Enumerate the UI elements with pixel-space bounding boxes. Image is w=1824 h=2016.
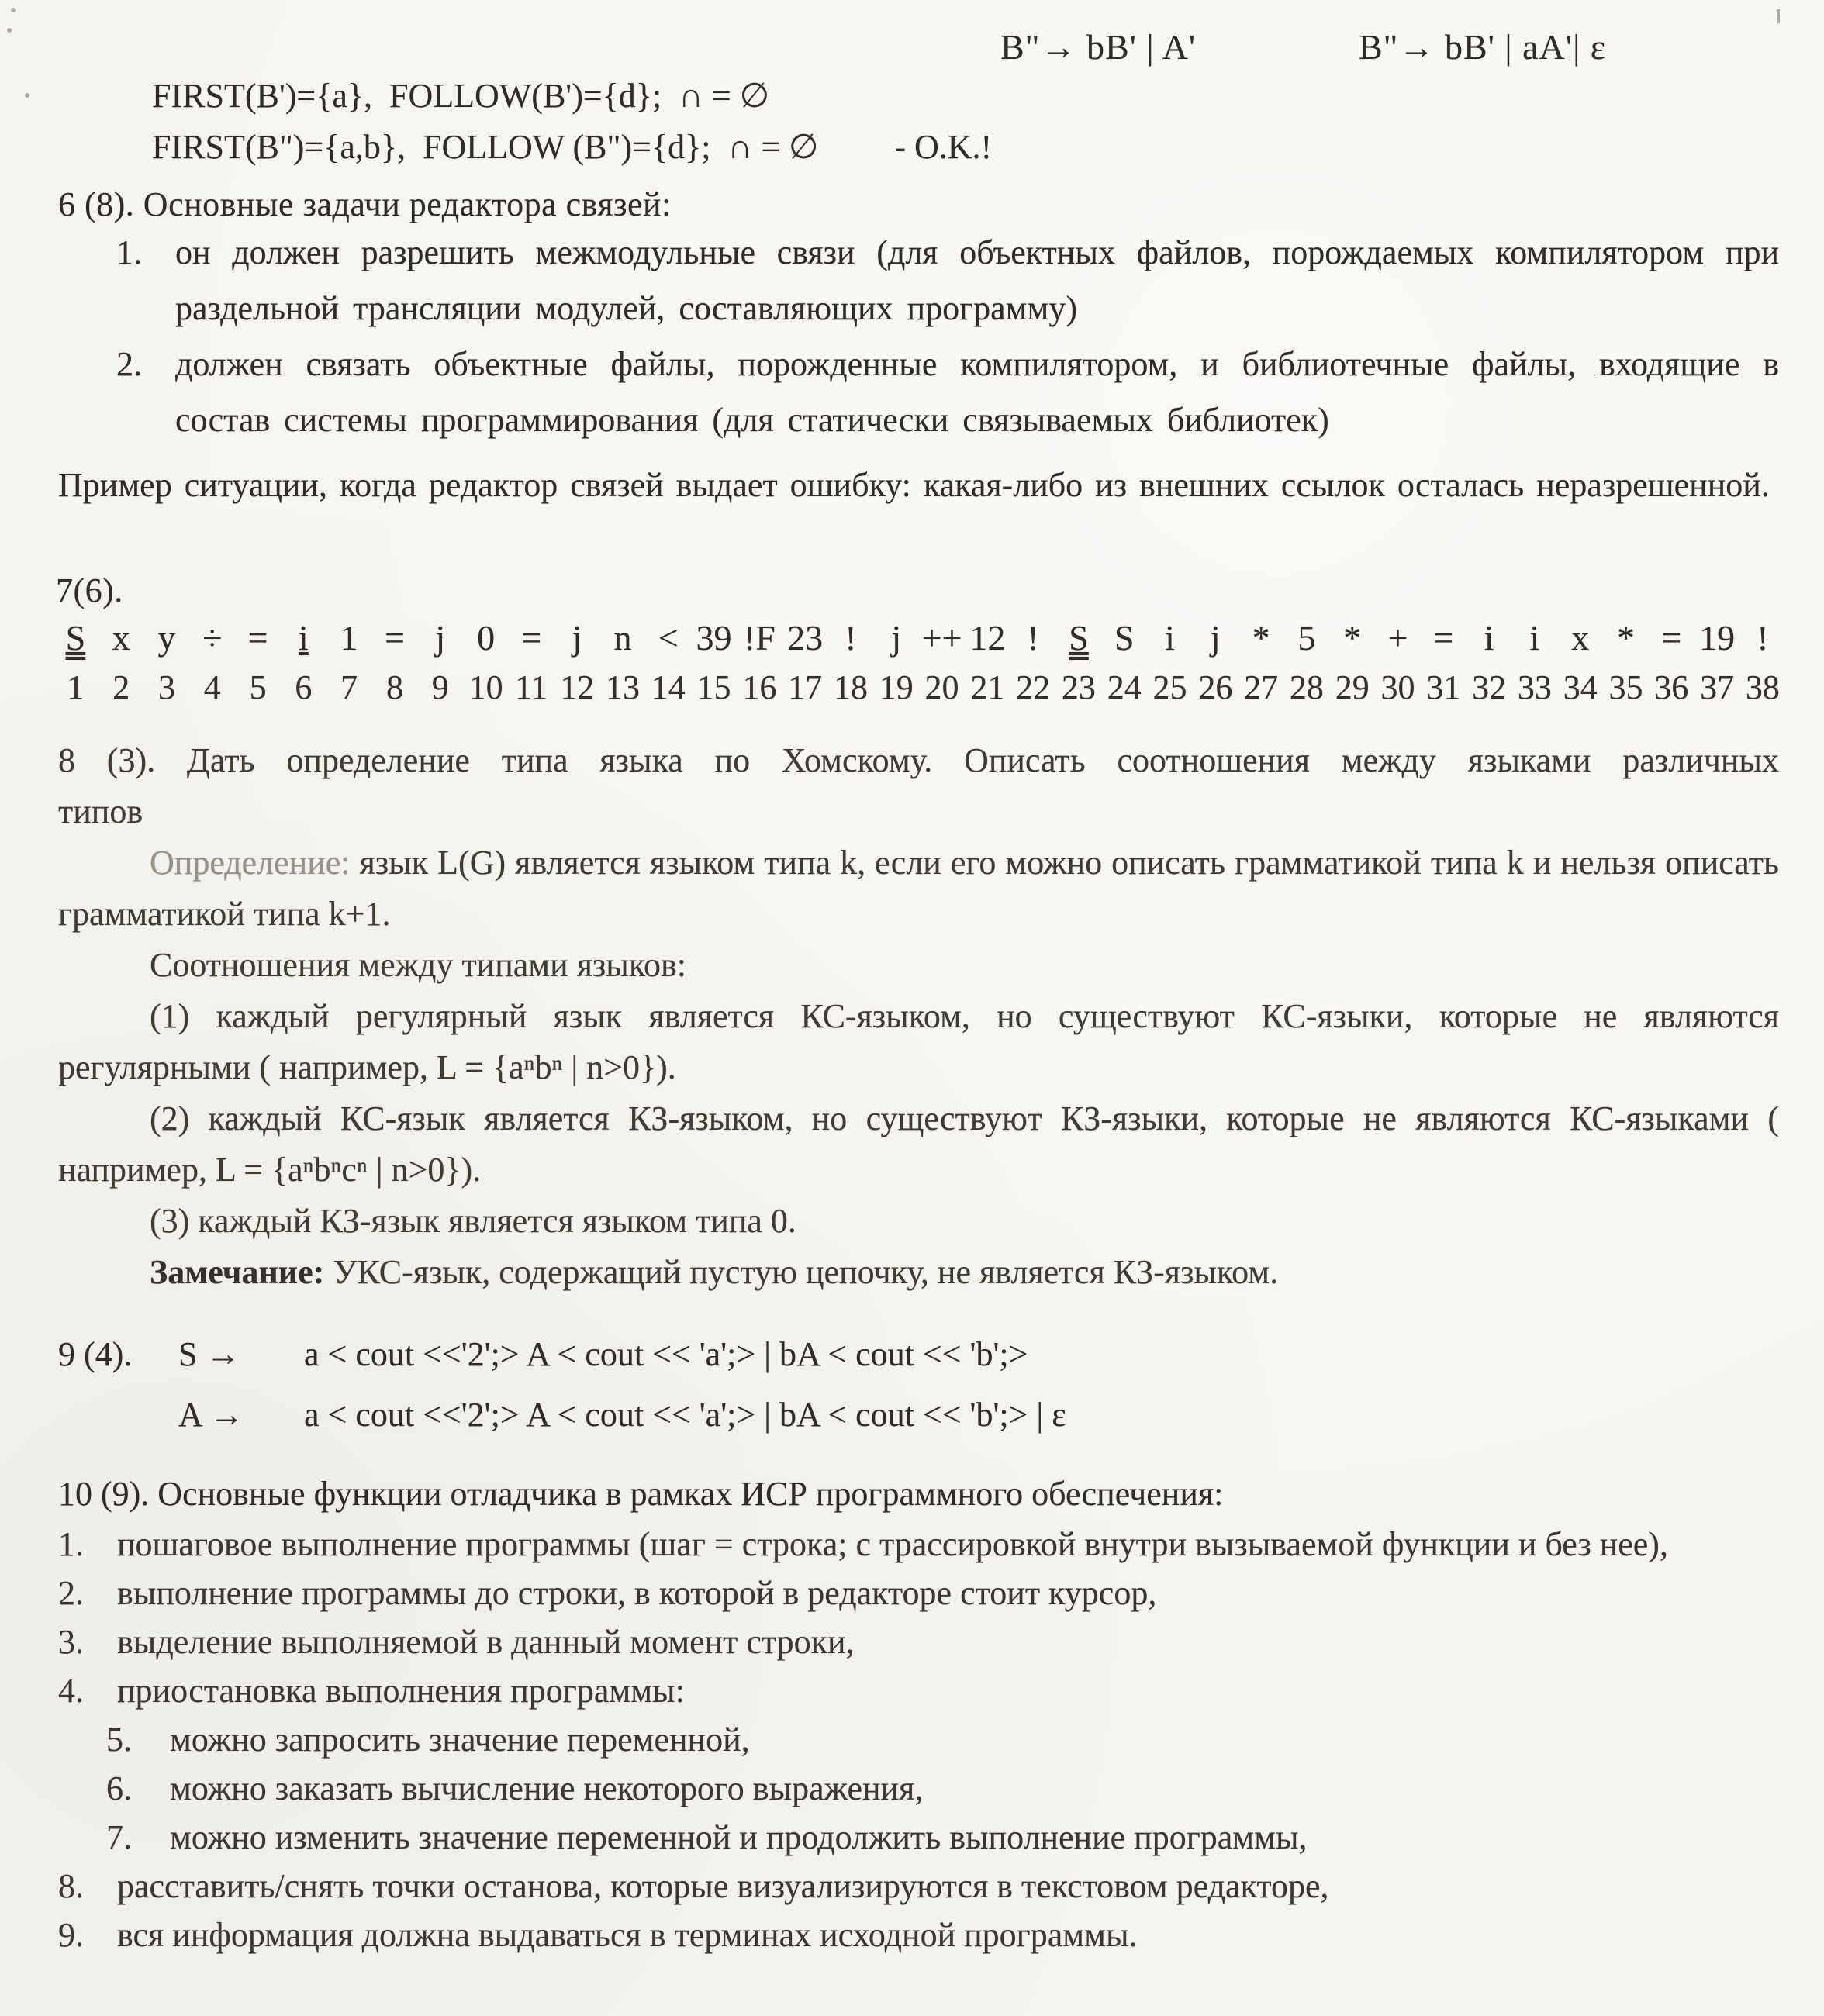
list-item-number: 8. (58, 1867, 84, 1905)
trace-position: 31 (1426, 668, 1461, 706)
trace-symbol: i (298, 618, 309, 658)
trace-cell (600, 616, 646, 707)
scan-speck (1777, 9, 1780, 23)
trace-position: 37 (1700, 668, 1735, 706)
list-item (58, 1569, 1779, 1617)
scan-speck (11, 8, 16, 12)
trace-symbol: 12 (969, 618, 1006, 658)
definition-text: язык L(G) является языком типа k, если его можно описать грамматикой типа k и нельзя описать грамматикой типа k+1. (58, 844, 1779, 933)
trace-cell (782, 616, 828, 707)
trace-table (53, 616, 1785, 707)
trace-cell (235, 616, 281, 707)
trace-symbol: 39 (696, 618, 732, 658)
list-item-text: должен связать объектные файлы, порожденные компилятором, и библиотечные файлы, входящие в состав системы программирования (для статически связываемых библиотек) (175, 345, 1779, 439)
trace-position: 38 (1745, 668, 1780, 706)
trace-cell (144, 616, 190, 707)
trace-symbol: 23 (787, 618, 824, 658)
list-item-text: пошаговое выполнение программы (шаг = строка; с трассировкой внутри вызываемой функции и без нее), (117, 1525, 1668, 1563)
list-item-number: 1. (58, 1525, 84, 1563)
trace-cell (1512, 616, 1558, 707)
trace-cell (1375, 616, 1421, 707)
trace-symbol: i (1165, 618, 1175, 658)
trace-cell (554, 616, 600, 707)
trace-cell (189, 616, 235, 707)
trace-cell (1466, 616, 1512, 707)
trace-symbol: ! (1027, 618, 1039, 658)
definition-label: Определение: (150, 844, 351, 882)
production-lhs: S → (178, 1335, 240, 1373)
trace-symbol: 5 (1297, 618, 1316, 658)
list-item (116, 337, 1779, 448)
list-item-number: 4. (58, 1672, 84, 1710)
trace-cell (1329, 616, 1375, 707)
trace-symbol: S (1069, 618, 1089, 658)
trace-position: 19 (879, 668, 914, 706)
trace-symbol: < (658, 618, 679, 658)
trace-symbol: !F (743, 618, 776, 658)
section9-heading: 9 (4). (58, 1335, 133, 1373)
trace-position: 4 (203, 668, 221, 706)
trace-symbol: 1 (340, 618, 358, 658)
production-rhs: a < cout <<'2';> A < cout << 'a';> | bA < cout << 'b';> (304, 1335, 1028, 1373)
trace-symbol: n (613, 618, 632, 658)
section10-list (58, 1520, 1779, 1959)
list-item (58, 1666, 1779, 1715)
section8-paragraph-1: (1) каждый регулярный язык является КС-языком, но существуют КС-языки, которые не являются регулярными ( например, L = {aⁿbⁿ | n>0}). (58, 997, 1779, 1086)
production-lhs: A → (178, 1396, 244, 1434)
trace-position: 27 (1244, 668, 1279, 706)
trace-position: 21 (970, 668, 1005, 706)
section7-heading: 7(6). (56, 571, 123, 609)
trace-symbol: 19 (1699, 618, 1736, 658)
trace-symbol: + (1387, 618, 1408, 658)
trace-position: 9 (431, 668, 449, 706)
trace-cell (281, 616, 326, 707)
trace-symbol: = (521, 618, 542, 658)
trace-position: 1 (67, 668, 85, 706)
trace-symbol: j (435, 618, 446, 658)
grammar-production-left: B"→ bB' | A' (1000, 27, 1197, 67)
list-item-text: расставить/снять точки останова, которые визуализируются в текстовом редакторе, (117, 1867, 1329, 1905)
trace-position: 24 (1107, 668, 1142, 706)
ok-note: - O.K.! (894, 128, 993, 166)
section9 (58, 1324, 1066, 1445)
list-item-text: вся информация должна выдаваться в терминах исходной программы. (117, 1916, 1138, 1954)
trace-symbol: x (112, 618, 130, 658)
trace-symbol: * (1616, 618, 1635, 658)
section8-paragraph-3: (3) каждый КЗ-язык является языком типа 0. (150, 1202, 796, 1240)
trace-cell (828, 616, 874, 707)
trace-cell (1649, 616, 1694, 707)
list-item (58, 1520, 1779, 1569)
trace-cell (1421, 616, 1466, 707)
section6-example: Пример ситуации, когда редактор связей выдает ошибку: какая-либо из внешних ссылок осталась неразрешенной. (58, 466, 1770, 504)
trace-symbol: = (1433, 618, 1454, 658)
trace-symbol: ++ (921, 618, 962, 658)
trace-symbol: = (385, 618, 405, 658)
note-label: Замечание: (150, 1253, 325, 1291)
trace-position: 2 (112, 668, 130, 706)
trace-cell (691, 616, 737, 707)
trace-position: 6 (295, 668, 313, 706)
first-follow-line1: FIRST(B')={a}, FOLLOW(B')={d}; ∩ = ∅ (152, 77, 770, 115)
list-item-text: выполнение программы до строки, в которой в редакторе стоит курсор, (117, 1574, 1157, 1612)
trace-position: 11 (515, 668, 548, 706)
trace-cell (509, 616, 554, 707)
trace-position: 35 (1608, 668, 1643, 706)
trace-cell (1603, 616, 1649, 707)
trace-position: 23 (1061, 668, 1096, 706)
trace-cell (326, 616, 372, 707)
list-item-text: можно запросить значение переменной, (170, 1721, 750, 1759)
trace-cell (919, 616, 965, 707)
trace-cell (1238, 616, 1284, 707)
list-item-text: выделение выполняемой в данный момент строки, (117, 1623, 855, 1661)
trace-symbol: S (1114, 618, 1135, 658)
first-follow-line2: FIRST(B")={a,b}, FOLLOW (B")={d}; ∩ = ∅ (152, 128, 819, 166)
list-item (58, 1862, 1779, 1911)
trace-symbol: ! (845, 618, 857, 658)
trace-position: 26 (1198, 668, 1233, 706)
list-item-number: 1. (116, 233, 142, 271)
list-item (58, 1911, 1779, 1959)
trace-position: 36 (1654, 668, 1689, 706)
trace-symbol: ! (1757, 618, 1769, 658)
list-item-number: 5. (106, 1721, 132, 1759)
list-item-number: 3. (58, 1623, 84, 1661)
trace-position: 5 (249, 668, 267, 706)
trace-symbol: j (572, 618, 582, 658)
trace-cell (1284, 616, 1330, 707)
list-item-number: 7. (106, 1818, 132, 1856)
trace-position: 8 (385, 668, 403, 706)
trace-symbol: j (1210, 618, 1221, 658)
list-item (116, 225, 1779, 337)
section9-heading-spacer (58, 1385, 178, 1445)
list-item-text: приостановка выполнения программы: (117, 1672, 685, 1710)
list-item-number: 9. (58, 1916, 84, 1954)
trace-symbol: * (1252, 618, 1270, 658)
trace-cell (873, 616, 919, 707)
trace-cell (1147, 616, 1193, 707)
trace-cell (1739, 616, 1785, 707)
trace-cell (1557, 616, 1603, 707)
trace-position: 3 (157, 668, 175, 706)
section6-list (116, 225, 1779, 448)
scan-speck (7, 28, 12, 33)
trace-position: 29 (1335, 668, 1370, 706)
section9-production-row (58, 1324, 1066, 1385)
trace-cell (737, 616, 782, 707)
list-item (106, 1813, 1779, 1862)
list-item (58, 1617, 1779, 1666)
first-follow-line2-row (152, 127, 992, 167)
trace-position: 12 (560, 668, 595, 706)
section8-heading-line1: 8 (3). Дать определение типа языка по Хомскому. Описать соотношения между языками различных (58, 741, 1779, 779)
trace-position: 34 (1563, 668, 1598, 706)
list-item-number: 2. (58, 1574, 84, 1612)
trace-position: 15 (696, 668, 731, 706)
trace-position: 33 (1517, 668, 1552, 706)
section6-heading: 6 (8). Основные задачи редактора связей: (58, 185, 672, 223)
trace-cell (1056, 616, 1102, 707)
trace-position: 20 (924, 668, 959, 706)
section8-note (58, 1247, 1779, 1298)
trace-symbol: = (247, 618, 268, 658)
trace-symbol: y (157, 618, 176, 658)
list-item (106, 1715, 1779, 1764)
section8-relations-heading: Соотношения между типами языков: (150, 946, 687, 984)
section8-definition (58, 837, 1779, 940)
trace-cell (965, 616, 1010, 707)
trace-cell (1193, 616, 1238, 707)
trace-position: 16 (742, 668, 777, 706)
list-item-number: 2. (116, 345, 142, 383)
trace-cell (98, 616, 144, 707)
trace-position: 13 (605, 668, 640, 706)
list-item-text: он должен разрешить межмодульные связи (для объектных файлов, порождаемых компилятором при раздельной трансляции модулей, составляющих программу) (175, 233, 1779, 327)
trace-cell (417, 616, 463, 707)
trace-position: 32 (1472, 668, 1507, 706)
section10 (58, 1469, 1779, 1959)
section8-heading-line2: типов (58, 792, 143, 830)
trace-position: 10 (468, 668, 503, 706)
trace-symbol: ÷ (202, 618, 223, 658)
grammar-production-right: B"→ bB' | aA'| ε (1359, 27, 1607, 67)
trace-cell (463, 616, 509, 707)
trace-symbol: S (65, 618, 86, 658)
section9-production-row (58, 1385, 1066, 1445)
trace-position: 25 (1152, 668, 1187, 706)
trace-symbol: 0 (477, 618, 496, 658)
trace-position: 28 (1289, 668, 1324, 706)
trace-cell (1010, 616, 1056, 707)
trace-cell (53, 616, 98, 707)
trace-symbol: = (1661, 618, 1682, 658)
trace-symbol: i (1529, 618, 1540, 658)
trace-cell (372, 616, 418, 707)
section8-paragraph-2: (2) каждый КС-язык является КЗ-языком, но существуют КЗ-языки, которые не являются КС-языками ( например, L = {aⁿbⁿcⁿ | n>0}). (58, 1099, 1779, 1189)
note-text: УКС-язык, содержащий пустую цепочку, не является КЗ-языком. (324, 1253, 1279, 1291)
list-item (106, 1764, 1779, 1813)
trace-symbol: j (891, 618, 902, 658)
trace-symbol: x (1571, 618, 1590, 658)
scan-speck (25, 93, 29, 98)
section8 (58, 735, 1779, 1298)
trace-position: 18 (833, 668, 868, 706)
list-item-number: 6. (106, 1769, 132, 1807)
section10-heading: 10 (9). Основные функции отладчика в рамках ИСР программного обеспечения: (58, 1475, 1224, 1513)
trace-cell (1694, 616, 1740, 707)
trace-cell (645, 616, 691, 707)
trace-symbol: i (1484, 618, 1494, 658)
trace-position: 17 (788, 668, 823, 706)
production-rhs: a < cout <<'2';> A < cout << 'a';> | bA < cout << 'b';> | ε (304, 1396, 1066, 1434)
trace-cell (1101, 616, 1147, 707)
trace-position: 14 (651, 668, 686, 706)
list-item-text: можно изменить значение переменной и продолжить выполнение программы, (170, 1818, 1308, 1856)
list-item-text: можно заказать вычисление некоторого выражения, (170, 1769, 924, 1807)
trace-position: 30 (1380, 668, 1415, 706)
trace-position: 22 (1016, 668, 1051, 706)
trace-position: 7 (340, 668, 358, 706)
trace-symbol: * (1343, 618, 1362, 658)
